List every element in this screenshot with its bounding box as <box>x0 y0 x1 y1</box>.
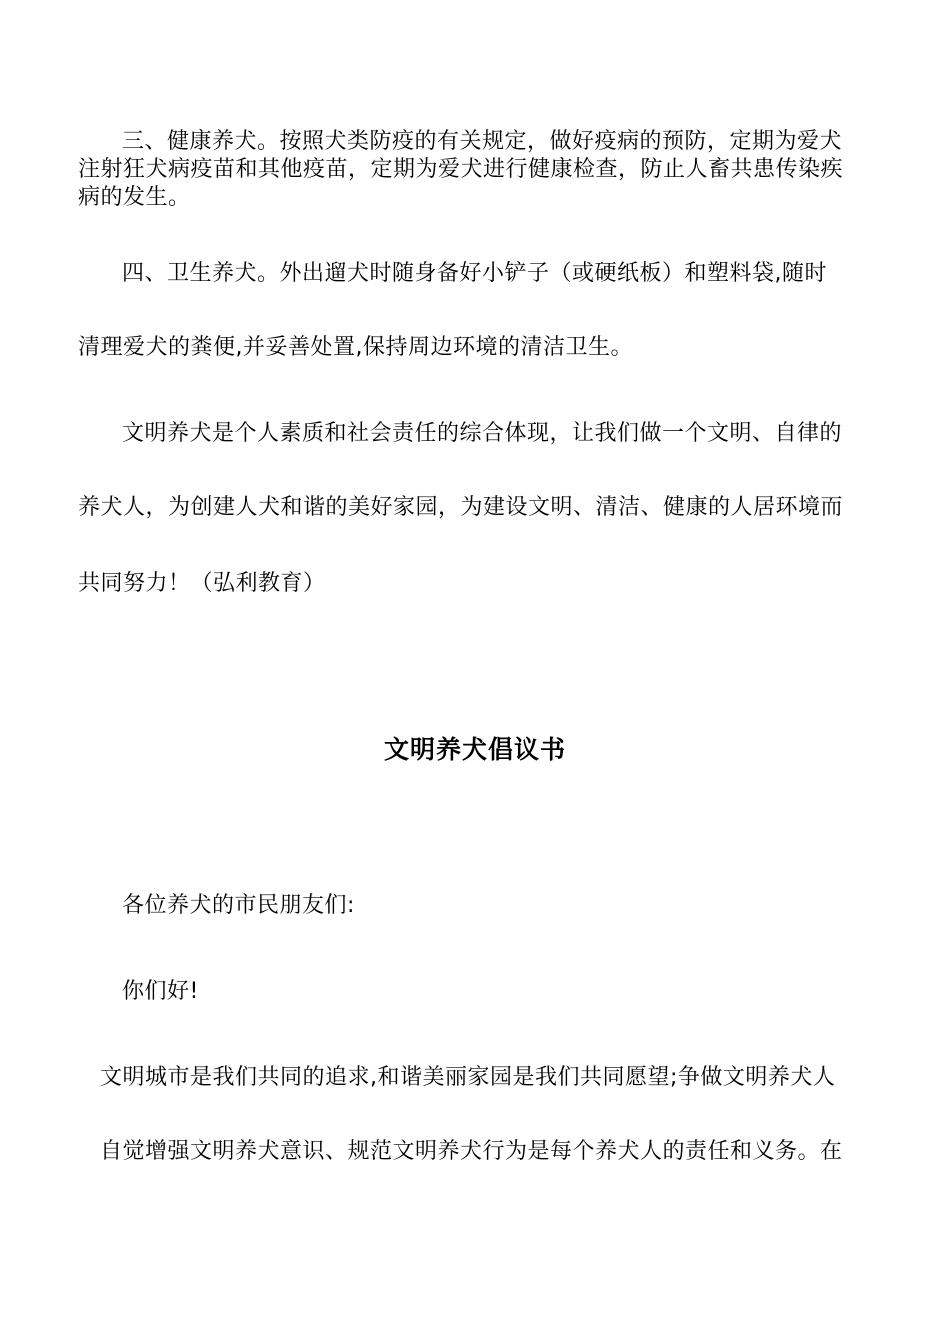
proposal-title: 文明养犬倡议书 <box>383 735 566 764</box>
section-three-line-1: 三、健康养犬。按照犬类防疫的有关规定，做好疫病的预防，定期为爱犬 <box>122 129 843 154</box>
closing-line-2: 养犬人，为创建人犬和谐的美好家园，为建设文明、清洁、健康的人居环境而 <box>78 495 844 520</box>
proposal-body-line-2: 自觉增强文明养犬意识、规范文明养犬行为是每个养犬人的责任和义务。在 <box>100 1139 843 1164</box>
proposal-body-line-1: 文明城市是我们共同的追求,和谐美丽家园是我们共同愿望;争做文明养犬人 <box>100 1065 836 1090</box>
closing-line-1: 文明养犬是个人素质和社会责任的综合体现，让我们做一个文明、自律的 <box>122 421 843 446</box>
section-three-line-2: 注射狂犬病疫苗和其他疫苗，定期为爱犬进行健康检查，防止人畜共患传染疾 <box>78 157 844 182</box>
section-three-line-3: 病的发生。 <box>78 185 191 210</box>
proposal-greeting: 你们好! <box>122 979 199 1004</box>
section-four-line-2: 清理爱犬的粪便,并妥善处置,保持周边环境的清洁卫生。 <box>78 335 633 360</box>
proposal-salutation: 各位养犬的市民朋友们: <box>122 893 355 918</box>
section-four-line-1: 四、卫生养犬。外出遛犬时随身备好小铲子（或硬纸板）和塑料袋,随时 <box>122 261 827 286</box>
closing-line-3: 共同努力！（弘利教育） <box>78 571 326 596</box>
